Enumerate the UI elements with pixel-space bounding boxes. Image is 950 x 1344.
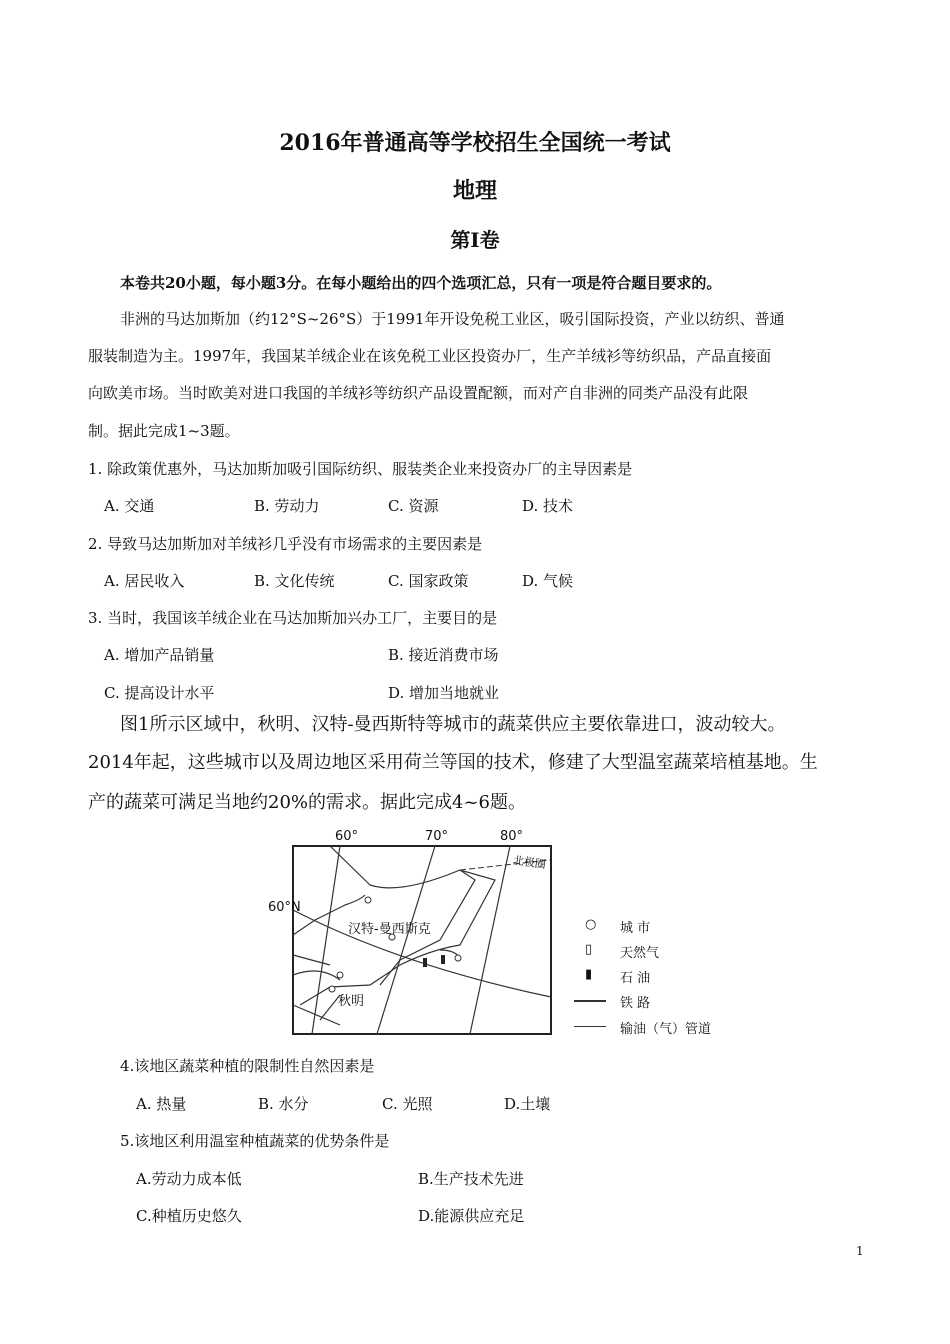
passage2-line: 图1所示区域中，秋明、汉特-曼西斯特等城市的蔬菜供应主要依靠进口，波动较大。 bbox=[120, 714, 786, 735]
city-label: 汉特-曼西斯克 bbox=[348, 922, 431, 937]
subject-title: 地理 bbox=[452, 178, 497, 204]
passage1-line: 非洲的马达加斯加（约12°S~26°S）于1991年开设免税工业区，吸引国际投资，产业以纺织、普通 bbox=[120, 310, 785, 328]
railway-icon bbox=[574, 1000, 606, 1002]
lon-label: 60° bbox=[335, 829, 359, 844]
page-number: 1 bbox=[856, 1244, 864, 1258]
question-1: 1. 除政策优惠外，马达加斯加吸引国际纺织、服装类企业来投资办厂的主导因素是 bbox=[88, 460, 633, 478]
option: D.土壤 bbox=[504, 1095, 551, 1113]
passage1-line: 服装制造为主。1997年，我国某羊绒企业在该免税工业区投资办厂，生产羊绒衫等纺织品，产品直接面 bbox=[88, 347, 772, 365]
option: A. 增加产品销量 bbox=[104, 646, 215, 664]
question-4: 4.该地区蔬菜种植的限制性自然因素是 bbox=[120, 1057, 375, 1075]
arctic-circle-label: 北极圈 bbox=[512, 853, 547, 872]
legend-label: 铁 路 bbox=[620, 996, 651, 1011]
option: B. 文化传统 bbox=[254, 572, 335, 590]
section-title: 第I卷 bbox=[450, 228, 500, 252]
passage2-line: 2014年起，这些城市以及周边地区采用荷兰等国的技术，修建了大型温室蔬菜培植基地。生 bbox=[88, 752, 818, 773]
option: C. 资源 bbox=[388, 497, 439, 515]
option: D.能源供应充足 bbox=[418, 1207, 525, 1225]
option: B.生产技术先进 bbox=[418, 1170, 524, 1188]
legend-label: 城 市 bbox=[620, 921, 651, 936]
option: D. 技术 bbox=[522, 497, 574, 515]
city-icon: ○ bbox=[585, 917, 597, 932]
city-label: 秋明 bbox=[338, 994, 365, 1009]
option: A.劳动力成本低 bbox=[136, 1170, 242, 1188]
instructions: 本卷共20小题，每小题3分。在每小题给出的四个选项汇总，只有一项是符合题目要求的。 bbox=[120, 274, 722, 292]
legend-label: 石 油 bbox=[620, 971, 651, 986]
oil-icon: ▮ bbox=[585, 967, 593, 982]
option: C. 提高设计水平 bbox=[104, 684, 215, 702]
pipeline-icon bbox=[574, 1026, 606, 1027]
option: D. 气候 bbox=[522, 572, 574, 590]
legend-label: 天然气 bbox=[620, 946, 660, 961]
legend-label: 输油（气）管道 bbox=[620, 1022, 712, 1037]
option: C.种植历史悠久 bbox=[136, 1207, 242, 1225]
option: B. 劳动力 bbox=[254, 497, 320, 515]
passage1-line: 向欧美市场。当时欧美对进口我国的羊绒衫等纺织产品设置配额，而对产自非洲的同类产品没有此限 bbox=[88, 384, 749, 402]
passage2-line: 产的蔬菜可满足当地约20%的需求。据此完成4~6题。 bbox=[88, 792, 526, 813]
figure-1-map bbox=[260, 825, 740, 1045]
option: A. 居民收入 bbox=[104, 572, 185, 590]
passage1-line: 制。据此完成1~3题。 bbox=[88, 422, 240, 440]
exam-title: 2016年普通高等学校招生全国统一考试 bbox=[279, 130, 671, 156]
option: C. 光照 bbox=[382, 1095, 433, 1113]
option: B. 水分 bbox=[258, 1095, 309, 1113]
lon-label: 70° bbox=[425, 829, 449, 844]
option: A. 热量 bbox=[136, 1095, 187, 1113]
lat-label: 60°N bbox=[268, 900, 301, 915]
question-3: 3. 当时，我国该羊绒企业在马达加斯加兴办工厂，主要目的是 bbox=[88, 609, 498, 627]
gas-icon: ▯ bbox=[585, 942, 593, 957]
lon-label: 80° bbox=[500, 829, 524, 844]
option: D. 增加当地就业 bbox=[388, 684, 500, 702]
option: C. 国家政策 bbox=[388, 572, 469, 590]
question-2: 2. 导致马达加斯加对羊绒衫几乎没有市场需求的主要因素是 bbox=[88, 535, 483, 553]
option: B. 接近消费市场 bbox=[388, 646, 499, 664]
question-5: 5.该地区利用温室种植蔬菜的优势条件是 bbox=[120, 1132, 390, 1150]
option: A. 交通 bbox=[104, 497, 155, 515]
